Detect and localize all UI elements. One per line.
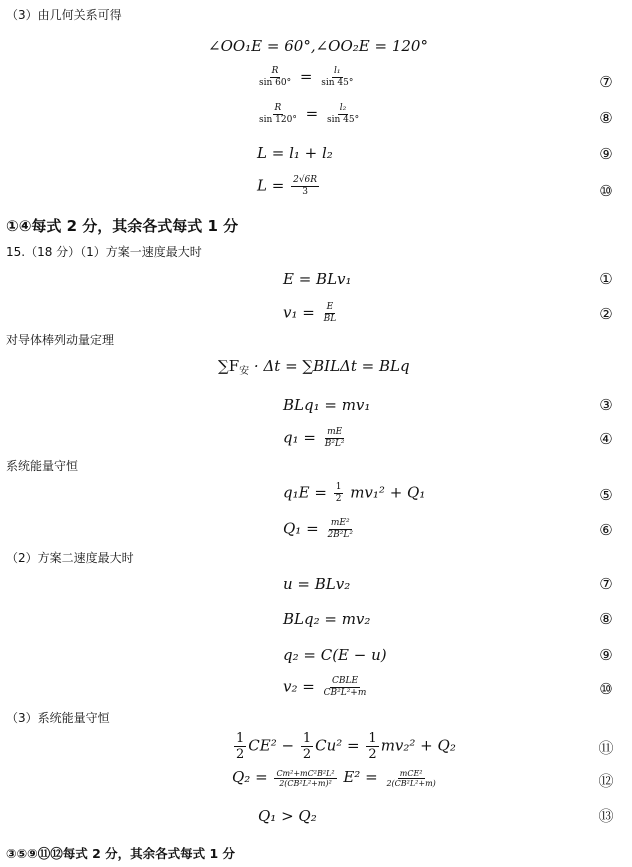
equation-number-8: ⑧ [599, 610, 613, 628]
equation-12: Q₂ = $\frac{\text{Cm²+mC²B²L²}}{\text{2(CB²L²+m)²}}$ E² = $\frac{\text{mCE²}}{\text{2(CB²L²+m)}}$ [232, 768, 436, 788]
equation-2: v₁ = $\frac{E}{BL}$ [283, 302, 337, 324]
equation-number-7a: ⑦ [599, 73, 613, 91]
equation-number-7: ⑦ [599, 575, 613, 593]
equation-13: Q₁ > Q₂ [258, 807, 317, 825]
equation-11: $\frac{1}{2}$ CE² − $\frac{1}{2}$ Cu² = $\frac{1}{2}$ mv₂² + Q₂ [236, 731, 456, 762]
momentum-theorem-intro: 对导体棒列动量定理 [6, 333, 115, 347]
equation-number-13: ⑬ [598, 807, 614, 825]
equation-number-12: ⑫ [598, 772, 614, 790]
equation-number-5: ⑤ [599, 486, 613, 504]
equation-7: u = BLv₂ [283, 575, 351, 593]
section-2-intro: （2）方案二速度最大时 [6, 551, 134, 565]
equation-number-4: ④ [599, 430, 613, 448]
angle-equation: ∠OO₁E = 60°,∠OO₂E = 120° [208, 37, 428, 55]
equation-number-1: ① [599, 270, 613, 288]
score-note-2: ③⑤⑨⑪⑫每式 2 分，其余各式每式 1 分 [6, 846, 236, 861]
equation-9: q₂ = C(E − u) [283, 646, 387, 664]
equation-1: E = BLv₁ [283, 270, 352, 288]
equation-number-10a: ⑩ [599, 182, 613, 200]
equation-number-9: ⑨ [599, 646, 613, 664]
energy-conservation-intro-1: 系统能量守恒 [6, 459, 79, 473]
equation-number-3: ③ [599, 396, 613, 414]
equation-number-10: ⑩ [599, 680, 613, 698]
equation-4: q₁ = $\frac{mE}{\text{B²L²}}$ [283, 427, 345, 449]
equation-number-2: ② [599, 305, 613, 323]
equation-10: v₂ = $\frac{\text{CBLE}}{\text{CB²L²+m}}$ [283, 676, 367, 698]
equation-number-8a: ⑧ [599, 109, 613, 127]
equation-5: q₁E = $\frac{1}{2}$ mv₁² + Q₁ [283, 482, 426, 504]
section-3-intro: （3）由几何关系可得 [6, 8, 122, 22]
equation-number-6: ⑥ [599, 521, 613, 539]
equation-6: Q₁ = $\frac{\text{mE²}}{\text{2B²L²}}$ [283, 518, 353, 540]
equation-8-law-of-sines: $\frac{R}{\sin 120^\circ}$ = $\frac{\text{l₂}}{\sin 45^\circ}$ [259, 103, 360, 125]
equation-number-11: ⑪ [598, 739, 614, 757]
equation-10-length-result: L = $\frac{2√6R}{3}$ [257, 175, 318, 197]
section-3b-intro: （3）系统能量守恒 [6, 711, 110, 725]
equation-number-9a: ⑨ [599, 145, 613, 163]
equation-7-law-of-sines: $\frac{R}{\sin 60^\circ}$ = $\frac{\text{l₁}}{\sin 45^\circ}$ [259, 66, 354, 88]
equation-3: BLq₁ = mv₁ [283, 396, 371, 414]
equation-9-length-sum: L = l₁ + l₂ [257, 144, 333, 162]
momentum-equation: $\sum F_安 \cdot \Delta t = \sum BIL\Delta t$ = BLq [218, 357, 410, 377]
question-15-intro: 15.（18 分）（1）方案一速度最大时 [6, 245, 202, 259]
score-note-1: ①④每式 2 分，其余各式每式 1 分 [6, 217, 239, 235]
equation-8: BLq₂ = mv₂ [283, 610, 371, 628]
